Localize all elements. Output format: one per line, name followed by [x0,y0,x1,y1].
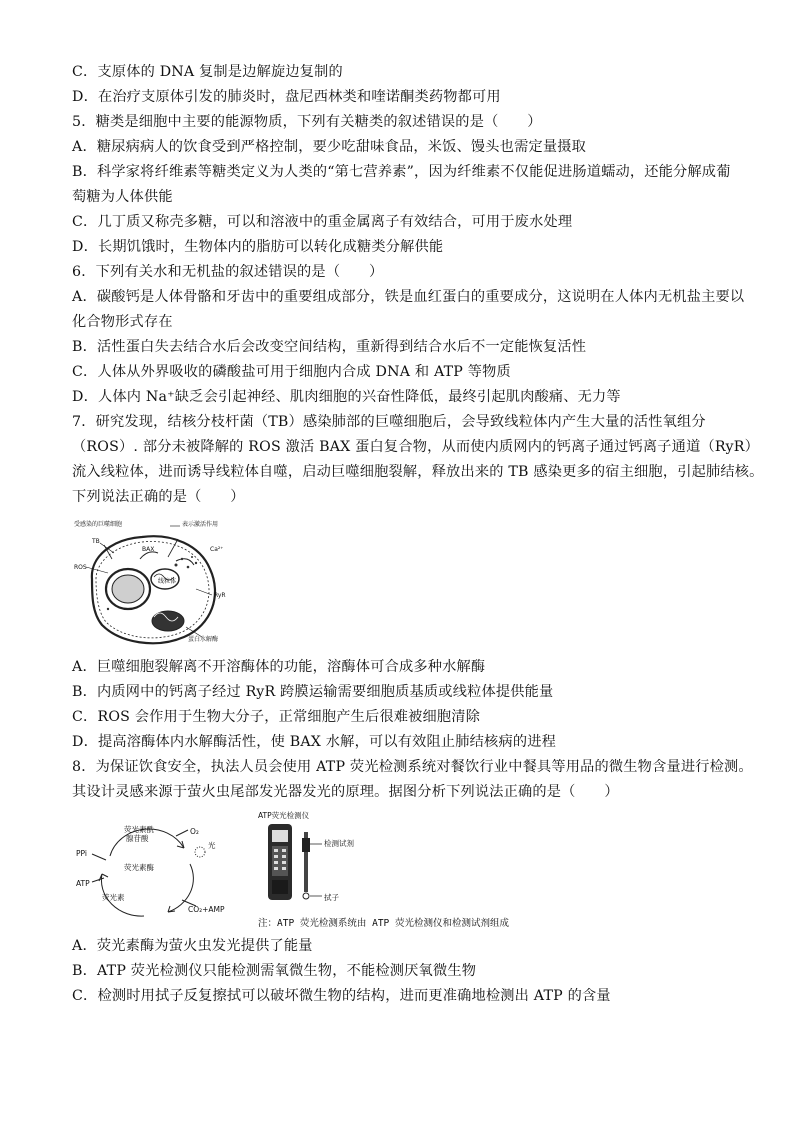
label-protease: 蛋白水解酶 [188,636,219,643]
question-6-stem: 6．下列有关水和无机盐的叙述错误的是（ ） [72,264,384,280]
text-line: C．支原体的 DNA 复制是边解旋边复制的 [72,64,343,80]
label-detector-title: ATP荧光检测仪 [258,811,310,820]
label-adenylate: 腺苷酸 [126,834,149,843]
question-5-option-c: C．几丁质又称壳多糖，可以和溶液中的重金属离子有效结合，可用于废水处理 [72,214,573,230]
text-line: 其设计灵感来源于萤火虫尾部发光器发光的原理。据图分析下列说法正确的是（ ） [72,784,619,800]
label-atp: ATP [76,879,90,888]
label-mitochondrion: 线粒体 [158,578,177,585]
label-light: 光 [208,841,216,850]
question-6-option-d: D．人体内 Na⁺缺乏会引起神经、肌肉细胞的兴奋性降低，最终引起肌肉酸痛、无力等 [72,389,621,405]
text-line: 化合物形式存在 [72,314,173,330]
question-8-option-a: A．荧光素酶为萤火虫发光提供了能量 [72,938,313,954]
label-tb: TB [92,538,100,545]
label-ros: ROS [74,564,87,571]
label-luciferin: 荧光素 [102,893,125,902]
atp-detection-figure [72,808,632,934]
label-oxygen: O₂ [190,827,199,836]
question-5-option-a: A．糖尿病病人的饮食受到严格控制，要少吃甜味食品，米饭、馒头也需定量摄取 [72,139,587,155]
question-8-stem: 8．为保证饮食安全，执法人员会使用 ATP 荧光检测系统对餐饮行业中餐具等用品的微生物含量进行检测。 [72,759,753,775]
label-bax: BAX [142,546,155,553]
question-7-stem: 7．研究发现，结核分枝杆菌（TB）感染肺部的巨噬细胞后，会导致线粒体内产生大量的活性氧组分 [72,414,706,430]
question-6-option-a: A．碳酸钙是人体骨骼和牙齿中的重要组成部分，铁是血红蛋白的重要成分，这说明在人体内无机盐主要以 [72,289,745,305]
question-8-option-b: B．ATP 荧光检测仪只能检测需氧微生物，不能检测厌氧微生物 [72,963,477,979]
question-5-stem: 5．糖类是细胞中主要的能源物质，下列有关糖类的叙述错误的是（ ） [72,114,542,130]
text-line: 下列说法正确的是（ ） [72,489,245,505]
label-luciferyl: 荧光素酰 [124,825,154,834]
question-7-option-a: A．巨噬细胞裂解离不开溶酶体的功能，溶酶体可合成多种水解酶 [72,659,486,675]
macrophage-figure [72,517,252,652]
question-8-option-c: C．检测时用拭子反复擦拭可以破坏微生物的结构，进而更准确地检测出 ATP 的含量 [72,988,611,1004]
text-line: 流入线粒体，进而诱导线粒体自噬，启动巨噬细胞裂解，释放出来的 TB 感染更多的宿主细胞，引起肺结核。 [72,464,764,480]
label-infected-macrophage: 受感染的巨噬细胞 [74,521,123,528]
text-line: 萄糖为人体供能 [72,189,173,205]
label-calcium: Ca²⁺ [210,546,224,553]
label-ppi: PPi [76,849,87,858]
question-5-option-d: D．长期饥饿时，生物体内的脂肪可以转化成糖类分解供能 [72,239,444,255]
question-5-option-b: B．科学家将纤维素等糖类定义为人类的“第七营养素”，因为纤维素不仅能促进肠道蠕动，还能分解成葡 [72,164,731,180]
figure-note: 注：ATP 荧光检测系统由 ATP 荧光检测仪和检测试剂组成 [258,918,509,929]
text-line: （ROS）. 部分未被降解的 ROS 激活 BAX 蛋白复合物，从而使内质网内的钙离子通过钙离子通道（RyR） [72,439,759,455]
question-7-option-d: D．提高溶酶体内水解酶活性，使 BAX 水解，可以有效阻止肺结核病的进程 [72,734,556,750]
label-co2-amp: CO₂+AMP [188,905,225,914]
label-luciferase: 荧光素酶 [124,863,154,872]
question-6-option-b: B．活性蛋白失去结合水后会改变空间结构，重新得到结合水后不一定能恢复活性 [72,339,587,355]
question-7-option-b: B．内质网中的钙离子经过 RyR 跨膜运输需要细胞质基质或线粒体提供能量 [72,684,554,700]
text-line: D．在治疗支原体引发的肺炎时，盘尼西林类和喹诺酮类药物都可用 [72,89,501,105]
question-6-option-c: C．人体从外界吸收的磷酸盐可用于细胞内合成 DNA 和 ATP 等物质 [72,364,511,380]
label-reagent: 检测试剂 [324,839,354,848]
label-ryr: RyR [214,592,226,599]
question-7-option-c: C．ROS 会作用于生物大分子，正常细胞产生后很难被细胞清除 [72,709,481,725]
label-activation-legend: 表示激活作用 [182,521,219,528]
label-swab: 拭子 [324,893,339,902]
atp-detector-device [268,824,322,900]
